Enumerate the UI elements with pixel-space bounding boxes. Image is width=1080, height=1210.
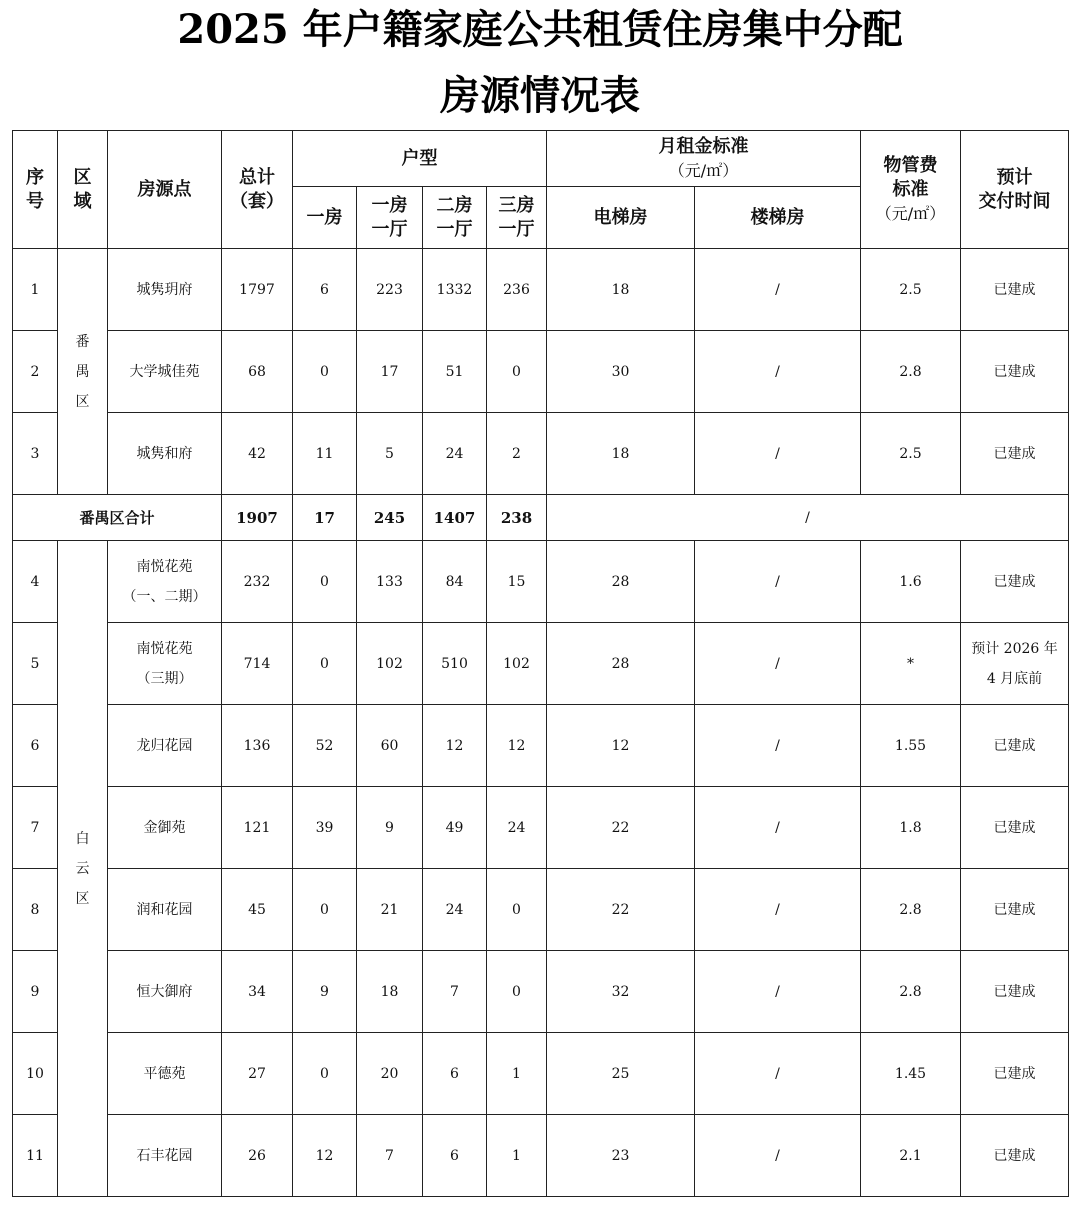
row-elevator-rent: 28 <box>547 623 695 705</box>
subtotal-total: 1907 <box>222 495 293 541</box>
row-total: 68 <box>222 331 293 413</box>
row-site: 城隽玥府 <box>108 249 222 331</box>
row-elevator-rent: 12 <box>547 705 695 787</box>
row-one-room-one-hall: 21 <box>357 869 423 951</box>
row-one-room-one-hall: 20 <box>357 1033 423 1115</box>
row-one-room: 0 <box>293 541 357 623</box>
header-layout: 户型 <box>293 131 547 187</box>
header-one-room-one-hall: 一房 一厅 <box>357 187 423 249</box>
row-site: 城隽和府 <box>108 413 222 495</box>
header-three-room-one-hall: 三房 一厅 <box>487 187 547 249</box>
row-delivery: 已建成 <box>961 249 1069 331</box>
row-stair-rent: / <box>695 705 861 787</box>
row-three-room-one-hall: 1 <box>487 1033 547 1115</box>
row-one-room-one-hall: 5 <box>357 413 423 495</box>
row-one-room: 39 <box>293 787 357 869</box>
table-row <box>13 705 1069 787</box>
row-total: 121 <box>222 787 293 869</box>
row-three-room-one-hall: 12 <box>487 705 547 787</box>
table-row <box>13 331 1069 413</box>
row-three-room-one-hall: 24 <box>487 787 547 869</box>
row-two-room-one-hall: 7 <box>423 951 487 1033</box>
row-fee: 1.55 <box>861 705 961 787</box>
table-row <box>13 413 1069 495</box>
row-three-room-one-hall: 15 <box>487 541 547 623</box>
row-stair-rent: / <box>695 249 861 331</box>
area-baiyun: 白云区 <box>58 541 108 1197</box>
row-two-room-one-hall: 84 <box>423 541 487 623</box>
row-two-room-one-hall: 49 <box>423 787 487 869</box>
row-three-room-one-hall: 0 <box>487 331 547 413</box>
row-three-room-one-hall: 0 <box>487 869 547 951</box>
row-two-room-one-hall: 51 <box>423 331 487 413</box>
row-stair-rent: / <box>695 1115 861 1197</box>
page-title: 2025 年户籍家庭公共租赁住房集中分配 <box>177 6 903 53</box>
subtotal-r31: 238 <box>487 495 547 541</box>
row-delivery: 已建成 <box>961 541 1069 623</box>
subtotal-r1: 17 <box>293 495 357 541</box>
row-one-room-one-hall: 223 <box>357 249 423 331</box>
row-site: 平德苑 <box>108 1033 222 1115</box>
row-seq: 8 <box>13 869 58 951</box>
area-panyu: 番禺区 <box>58 249 108 495</box>
row-one-room: 0 <box>293 869 357 951</box>
table-row <box>13 1115 1069 1197</box>
row-site: 石丰花园 <box>108 1115 222 1197</box>
row-one-room-one-hall: 133 <box>357 541 423 623</box>
row-site: 金御苑 <box>108 787 222 869</box>
row-fee: 1.45 <box>861 1033 961 1115</box>
row-three-room-one-hall: 236 <box>487 249 547 331</box>
row-elevator-rent: 30 <box>547 331 695 413</box>
row-fee: 2.8 <box>861 869 961 951</box>
row-one-room: 9 <box>293 951 357 1033</box>
row-elevator-rent: 23 <box>547 1115 695 1197</box>
row-fee: 2.1 <box>861 1115 961 1197</box>
row-fee: 2.5 <box>861 249 961 331</box>
header-site: 房源点 <box>108 131 222 249</box>
header-stair: 楼梯房 <box>695 187 861 249</box>
row-one-room-one-hall: 7 <box>357 1115 423 1197</box>
row-three-room-one-hall: 102 <box>487 623 547 705</box>
row-three-room-one-hall: 0 <box>487 951 547 1033</box>
row-delivery: 已建成 <box>961 705 1069 787</box>
table-row <box>13 249 1069 331</box>
header-delivery: 预计 交付时间 <box>961 131 1069 249</box>
row-site: 润和花园 <box>108 869 222 951</box>
row-fee: * <box>861 623 961 705</box>
page-subtitle: 房源情况表 <box>440 72 640 119</box>
subtotal-row <box>13 495 1069 541</box>
row-two-room-one-hall: 24 <box>423 869 487 951</box>
row-one-room-one-hall: 17 <box>357 331 423 413</box>
row-one-room-one-hall: 60 <box>357 705 423 787</box>
row-one-room-one-hall: 18 <box>357 951 423 1033</box>
row-fee: 1.6 <box>861 541 961 623</box>
housing-table <box>12 130 1069 1197</box>
row-one-room: 0 <box>293 331 357 413</box>
subtotal-label: 番禺区合计 <box>13 495 222 541</box>
row-fee: 2.8 <box>861 951 961 1033</box>
row-three-room-one-hall: 2 <box>487 413 547 495</box>
row-site: 南悦花苑 （三期） <box>108 623 222 705</box>
row-stair-rent: / <box>695 869 861 951</box>
row-elevator-rent: 18 <box>547 249 695 331</box>
row-total: 136 <box>222 705 293 787</box>
table-row <box>13 869 1069 951</box>
row-two-room-one-hall: 12 <box>423 705 487 787</box>
row-stair-rent: / <box>695 951 861 1033</box>
row-two-room-one-hall: 6 <box>423 1115 487 1197</box>
row-elevator-rent: 22 <box>547 787 695 869</box>
row-total: 26 <box>222 1115 293 1197</box>
row-stair-rent: / <box>695 541 861 623</box>
row-total: 45 <box>222 869 293 951</box>
row-stair-rent: / <box>695 1033 861 1115</box>
row-one-room: 11 <box>293 413 357 495</box>
row-total: 1797 <box>222 249 293 331</box>
row-total: 714 <box>222 623 293 705</box>
row-seq: 11 <box>13 1115 58 1197</box>
subtotal-r21: 1407 <box>423 495 487 541</box>
row-two-room-one-hall: 24 <box>423 413 487 495</box>
row-total: 232 <box>222 541 293 623</box>
row-fee: 1.8 <box>861 787 961 869</box>
header-one-room: 一房 <box>293 187 357 249</box>
row-seq: 10 <box>13 1033 58 1115</box>
row-delivery: 已建成 <box>961 1115 1069 1197</box>
row-site: 大学城佳苑 <box>108 331 222 413</box>
row-seq: 9 <box>13 951 58 1033</box>
row-site: 龙归花园 <box>108 705 222 787</box>
row-total: 42 <box>222 413 293 495</box>
row-delivery: 已建成 <box>961 331 1069 413</box>
row-delivery: 已建成 <box>961 951 1069 1033</box>
row-fee: 2.8 <box>861 331 961 413</box>
row-seq: 5 <box>13 623 58 705</box>
row-elevator-rent: 18 <box>547 413 695 495</box>
row-delivery: 已建成 <box>961 869 1069 951</box>
row-one-room-one-hall: 102 <box>357 623 423 705</box>
row-one-room: 52 <box>293 705 357 787</box>
row-one-room: 6 <box>293 249 357 331</box>
table-row <box>13 541 1069 623</box>
header-total: 总计 （套） <box>222 131 293 249</box>
header-two-room-one-hall: 二房 一厅 <box>423 187 487 249</box>
row-two-room-one-hall: 6 <box>423 1033 487 1115</box>
row-elevator-rent: 22 <box>547 869 695 951</box>
row-site: 南悦花苑 （一、二期） <box>108 541 222 623</box>
row-seq: 1 <box>13 249 58 331</box>
row-seq: 4 <box>13 541 58 623</box>
subtotal-rest: / <box>547 495 1069 541</box>
row-one-room: 0 <box>293 1033 357 1115</box>
row-delivery: 预计 2026 年 4 月底前 <box>961 623 1069 705</box>
row-total: 27 <box>222 1033 293 1115</box>
header-fee: 物管费 标准 （元/㎡） <box>861 131 961 249</box>
row-one-room: 12 <box>293 1115 357 1197</box>
row-delivery: 已建成 <box>961 1033 1069 1115</box>
table-row <box>13 787 1069 869</box>
row-total: 34 <box>222 951 293 1033</box>
row-site: 恒大御府 <box>108 951 222 1033</box>
row-two-room-one-hall: 1332 <box>423 249 487 331</box>
table-row <box>13 1033 1069 1115</box>
row-delivery: 已建成 <box>961 787 1069 869</box>
table-row <box>13 623 1069 705</box>
row-stair-rent: / <box>695 623 861 705</box>
row-elevator-rent: 25 <box>547 1033 695 1115</box>
table-row <box>13 951 1069 1033</box>
row-fee: 2.5 <box>861 413 961 495</box>
row-stair-rent: / <box>695 787 861 869</box>
row-elevator-rent: 32 <box>547 951 695 1033</box>
header-area: 区域 <box>58 131 108 249</box>
row-seq: 7 <box>13 787 58 869</box>
row-seq: 3 <box>13 413 58 495</box>
row-stair-rent: / <box>695 331 861 413</box>
row-seq: 6 <box>13 705 58 787</box>
row-delivery: 已建成 <box>961 413 1069 495</box>
row-elevator-rent: 28 <box>547 541 695 623</box>
row-two-room-one-hall: 510 <box>423 623 487 705</box>
row-three-room-one-hall: 1 <box>487 1115 547 1197</box>
row-stair-rent: / <box>695 413 861 495</box>
header-elevator: 电梯房 <box>547 187 695 249</box>
header-seq: 序号 <box>13 131 58 249</box>
row-one-room: 0 <box>293 623 357 705</box>
row-one-room-one-hall: 9 <box>357 787 423 869</box>
row-seq: 2 <box>13 331 58 413</box>
header-rent: 月租金标准 （元/㎡） <box>547 131 861 187</box>
subtotal-r11: 245 <box>357 495 423 541</box>
